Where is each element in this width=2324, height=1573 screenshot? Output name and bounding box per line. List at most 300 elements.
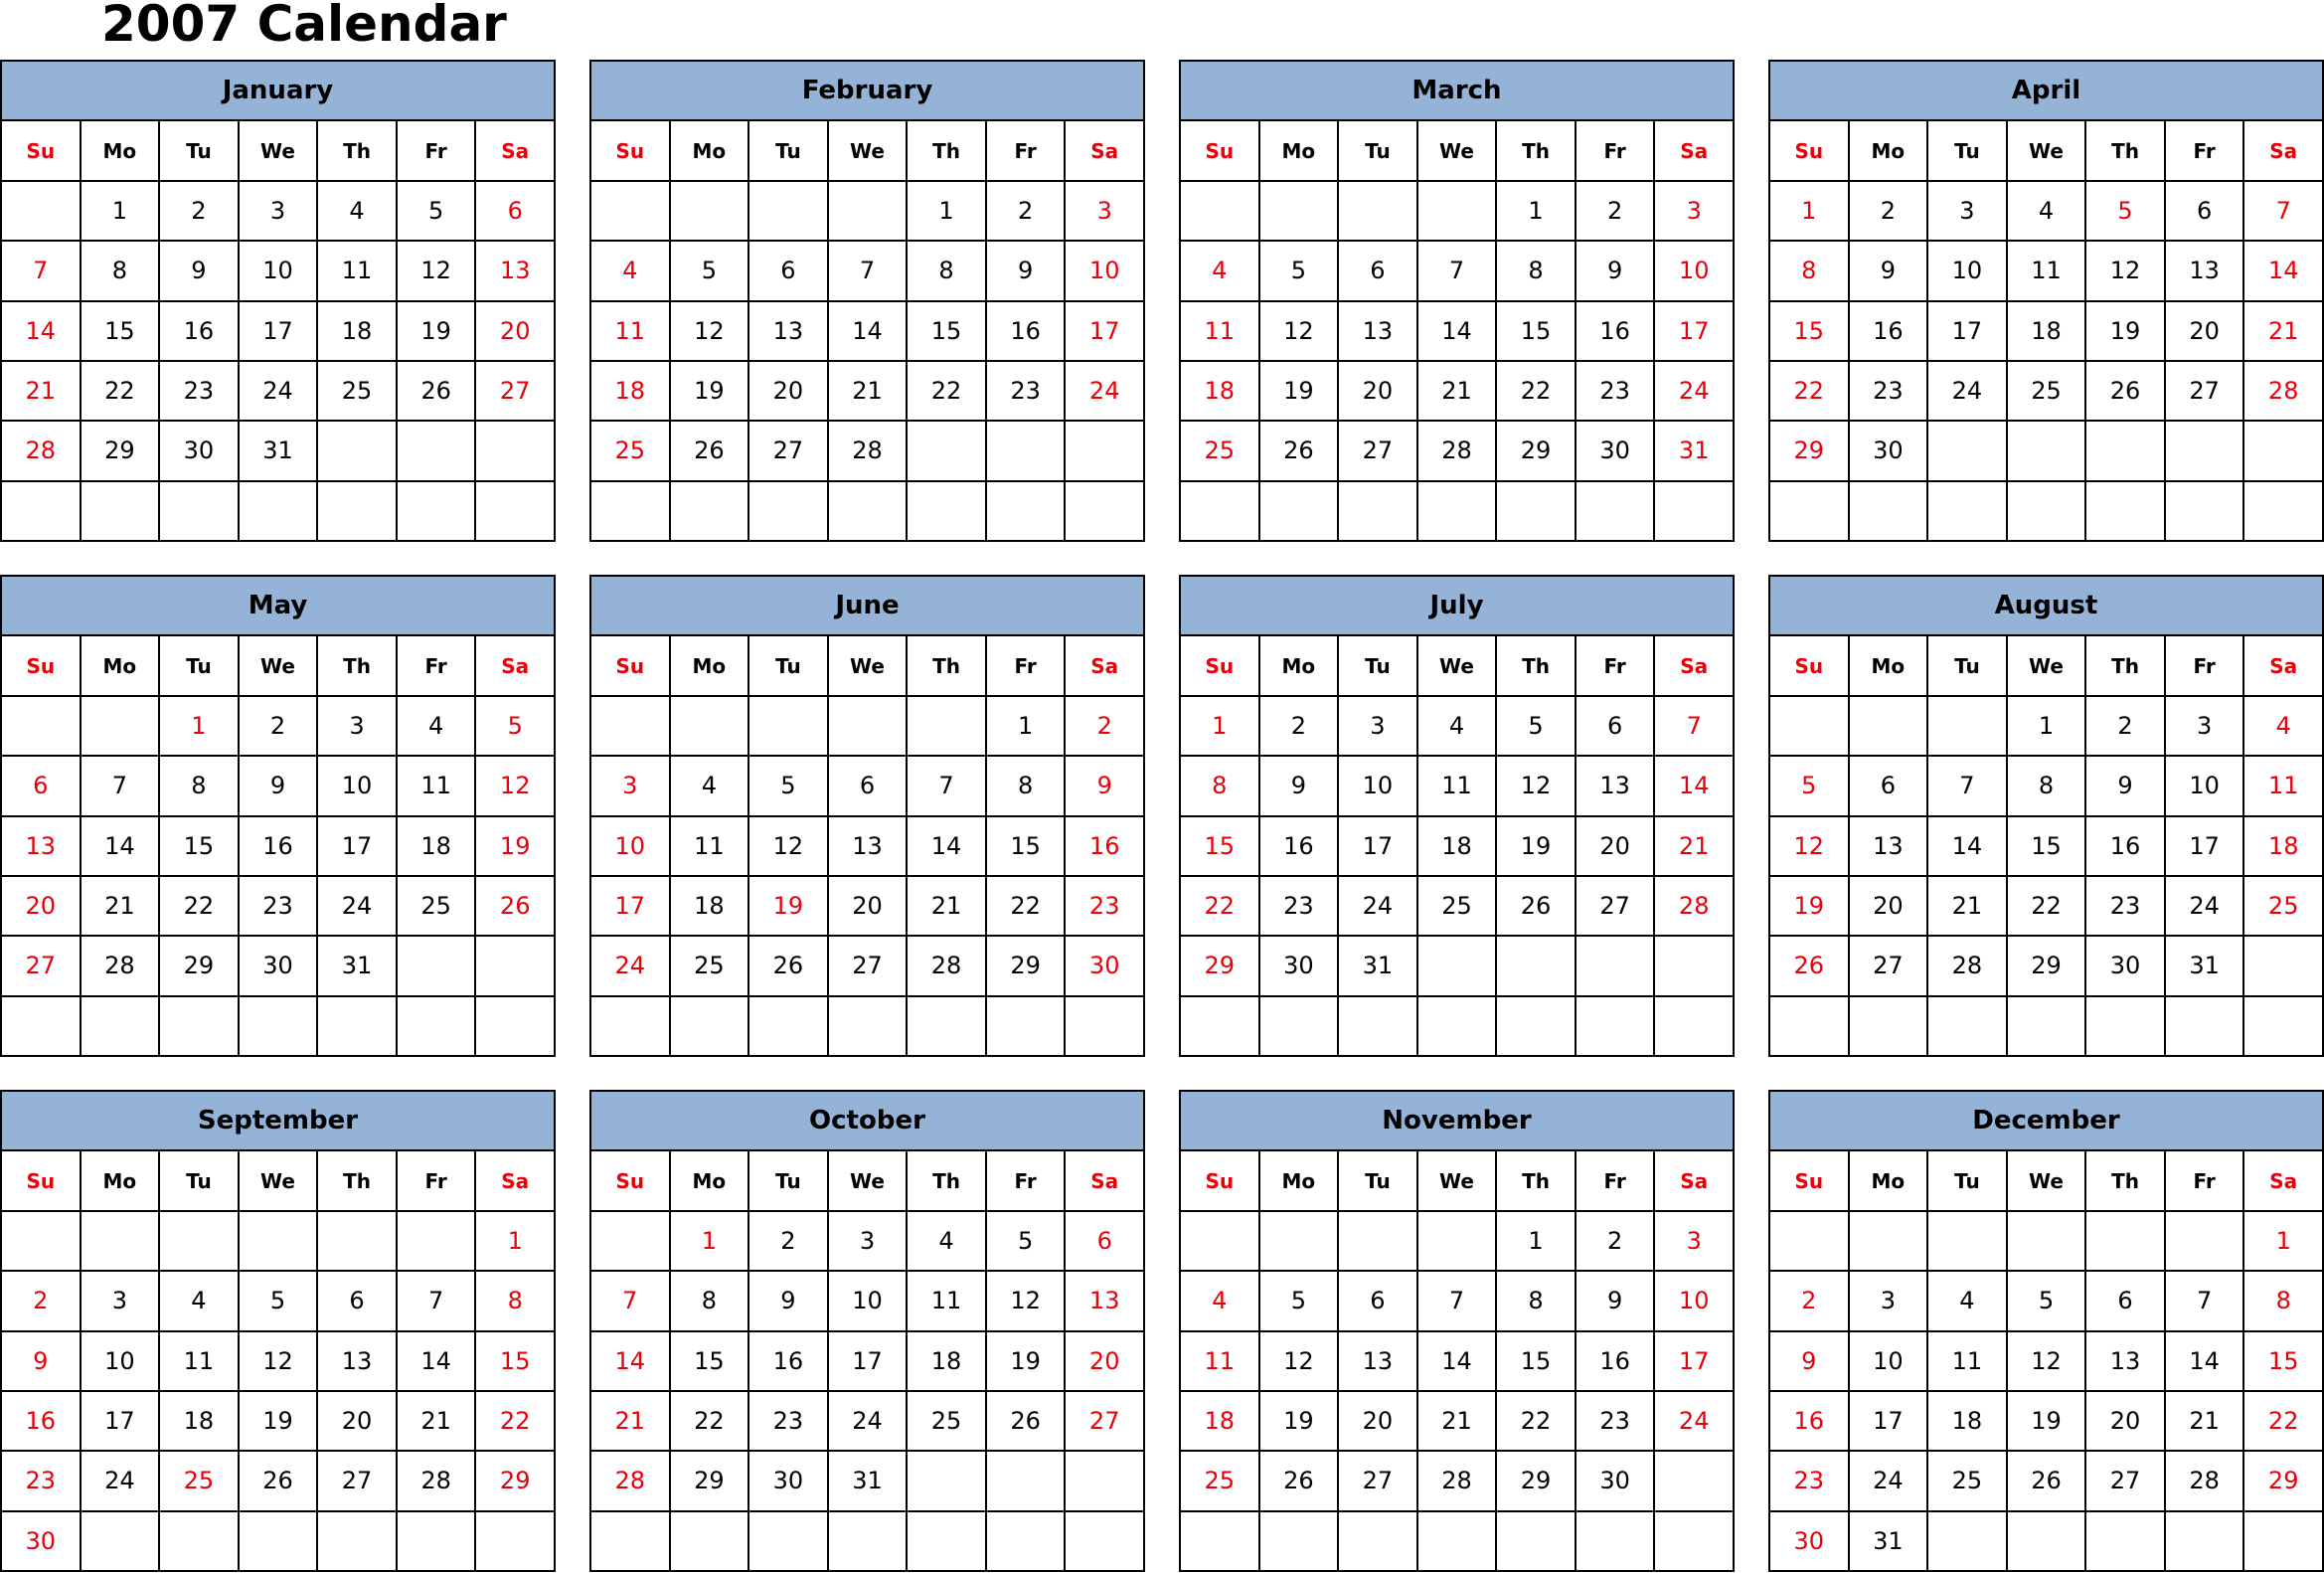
day-cell: 13 bbox=[318, 1332, 398, 1392]
day-cell: 30 bbox=[1066, 937, 1145, 996]
month-june bbox=[589, 575, 1145, 1057]
day-cell: 18 bbox=[398, 817, 477, 877]
empty-cell bbox=[398, 997, 477, 1057]
day-cell: 19 bbox=[749, 877, 829, 937]
day-cell: 8 bbox=[671, 1272, 750, 1331]
day-cell: 19 bbox=[1770, 877, 1850, 937]
weekday-header: We bbox=[2008, 1151, 2087, 1211]
day-cell: 15 bbox=[2008, 817, 2087, 877]
day-cell: 16 bbox=[240, 817, 319, 877]
day-cell: 21 bbox=[908, 877, 987, 937]
day-cell: 10 bbox=[318, 757, 398, 816]
weekday-header: Su bbox=[2, 636, 82, 696]
empty-cell bbox=[2008, 422, 2087, 481]
day-cell: 16 bbox=[1770, 1392, 1850, 1452]
day-cell: 18 bbox=[318, 302, 398, 362]
weekday-header: Sa bbox=[1655, 121, 1735, 181]
day-cell: 17 bbox=[1339, 817, 1418, 877]
empty-cell bbox=[2008, 482, 2087, 542]
day-cell: 11 bbox=[318, 242, 398, 301]
day-cell: 9 bbox=[1260, 757, 1340, 816]
day-cell: 3 bbox=[318, 697, 398, 757]
day-cell: 9 bbox=[2086, 757, 2166, 816]
day-cell: 21 bbox=[829, 362, 909, 422]
weekday-header: Fr bbox=[987, 1151, 1067, 1211]
weekday-header: Sa bbox=[2244, 121, 2324, 181]
weekday-header: Mo bbox=[1850, 636, 1929, 696]
day-cell: 20 bbox=[2, 877, 82, 937]
empty-cell bbox=[591, 182, 671, 242]
weekday-header: Su bbox=[2, 1151, 82, 1211]
empty-cell bbox=[1770, 997, 1850, 1057]
day-cell: 3 bbox=[1655, 182, 1735, 242]
weekday-header: Tu bbox=[1928, 636, 2008, 696]
day-cell: 22 bbox=[987, 877, 1067, 937]
empty-cell bbox=[749, 1512, 829, 1572]
empty-cell bbox=[1181, 482, 1260, 542]
day-cell: 7 bbox=[1655, 697, 1735, 757]
day-cell: 19 bbox=[1260, 362, 1340, 422]
day-cell: 2 bbox=[749, 1212, 829, 1272]
day-cell: 3 bbox=[829, 1212, 909, 1272]
day-cell: 23 bbox=[749, 1392, 829, 1452]
weekday-header: Mo bbox=[671, 636, 750, 696]
weekday-header: Su bbox=[2, 121, 82, 181]
day-cell: 9 bbox=[987, 242, 1067, 301]
day-cell: 31 bbox=[1655, 422, 1735, 481]
day-cell: 20 bbox=[1850, 877, 1929, 937]
day-cell: 17 bbox=[591, 877, 671, 937]
month-header: January bbox=[2, 62, 556, 121]
empty-cell bbox=[1339, 997, 1418, 1057]
day-cell: 23 bbox=[1577, 1392, 1656, 1452]
empty-cell bbox=[1655, 1512, 1735, 1572]
empty-cell bbox=[1181, 1512, 1260, 1572]
empty-cell bbox=[240, 482, 319, 542]
day-cell: 22 bbox=[82, 362, 161, 422]
day-cell: 6 bbox=[1339, 242, 1418, 301]
day-cell: 13 bbox=[476, 242, 556, 301]
empty-cell bbox=[1260, 1212, 1340, 1272]
day-cell: 18 bbox=[1181, 362, 1260, 422]
day-cell: 1 bbox=[671, 1212, 750, 1272]
day-cell: 16 bbox=[1577, 1332, 1656, 1392]
day-cell: 6 bbox=[318, 1272, 398, 1331]
day-cell: 15 bbox=[160, 817, 240, 877]
day-cell: 27 bbox=[318, 1452, 398, 1511]
day-cell: 20 bbox=[476, 302, 556, 362]
day-cell: 15 bbox=[476, 1332, 556, 1392]
empty-cell bbox=[1577, 482, 1656, 542]
day-cell: 9 bbox=[160, 242, 240, 301]
day-cell: 21 bbox=[1418, 362, 1498, 422]
weekday-header: Mo bbox=[82, 1151, 161, 1211]
weekday-header: Mo bbox=[671, 1151, 750, 1211]
day-cell: 5 bbox=[1260, 242, 1340, 301]
empty-cell bbox=[2008, 1512, 2087, 1572]
empty-cell bbox=[908, 1512, 987, 1572]
day-cell: 30 bbox=[1260, 937, 1340, 996]
day-cell: 13 bbox=[1850, 817, 1929, 877]
day-cell: 13 bbox=[2, 817, 82, 877]
weekday-header: Tu bbox=[1339, 636, 1418, 696]
weekday-header: Mo bbox=[1260, 636, 1340, 696]
empty-cell bbox=[2244, 422, 2324, 481]
empty-cell bbox=[671, 997, 750, 1057]
weekday-header: Fr bbox=[987, 121, 1067, 181]
day-cell: 20 bbox=[1339, 362, 1418, 422]
weekday-header: Su bbox=[591, 1151, 671, 1211]
day-cell: 14 bbox=[1418, 302, 1498, 362]
empty-cell bbox=[1066, 422, 1145, 481]
day-cell: 18 bbox=[2244, 817, 2324, 877]
day-cell: 9 bbox=[1770, 1332, 1850, 1392]
day-cell: 29 bbox=[1497, 422, 1577, 481]
weekday-header: Tu bbox=[160, 1151, 240, 1211]
day-cell: 4 bbox=[671, 757, 750, 816]
month-header: February bbox=[591, 62, 1145, 121]
weekday-header: Su bbox=[591, 636, 671, 696]
day-cell: 29 bbox=[160, 937, 240, 996]
day-cell: 25 bbox=[1181, 422, 1260, 481]
empty-cell bbox=[1497, 1512, 1577, 1572]
empty-cell bbox=[240, 997, 319, 1057]
day-cell: 2 bbox=[160, 182, 240, 242]
day-cell: 2 bbox=[1850, 182, 1929, 242]
day-cell: 1 bbox=[1497, 1212, 1577, 1272]
day-cell: 5 bbox=[398, 182, 477, 242]
day-cell: 5 bbox=[240, 1272, 319, 1331]
day-cell: 23 bbox=[1577, 362, 1656, 422]
day-cell: 30 bbox=[160, 422, 240, 481]
empty-cell bbox=[398, 1512, 477, 1572]
month-may bbox=[0, 575, 556, 1057]
empty-cell bbox=[671, 697, 750, 757]
day-cell: 17 bbox=[82, 1392, 161, 1452]
day-cell: 8 bbox=[987, 757, 1067, 816]
weekday-header: We bbox=[240, 121, 319, 181]
day-cell: 29 bbox=[671, 1452, 750, 1511]
day-cell: 19 bbox=[1260, 1392, 1340, 1452]
empty-cell bbox=[2, 997, 82, 1057]
month-header: August bbox=[1770, 577, 2324, 636]
day-cell: 25 bbox=[1928, 1452, 2008, 1511]
empty-cell bbox=[1260, 482, 1340, 542]
day-cell: 2 bbox=[240, 697, 319, 757]
empty-cell bbox=[2244, 997, 2324, 1057]
day-cell: 16 bbox=[2, 1392, 82, 1452]
day-cell: 5 bbox=[1770, 757, 1850, 816]
weekday-header: We bbox=[240, 636, 319, 696]
day-cell: 2 bbox=[1260, 697, 1340, 757]
day-cell: 16 bbox=[987, 302, 1067, 362]
day-cell: 25 bbox=[1181, 1452, 1260, 1511]
day-cell: 6 bbox=[2, 757, 82, 816]
day-cell: 28 bbox=[2244, 362, 2324, 422]
day-cell: 9 bbox=[1850, 242, 1929, 301]
day-cell: 25 bbox=[591, 422, 671, 481]
day-cell: 13 bbox=[749, 302, 829, 362]
day-cell: 16 bbox=[1850, 302, 1929, 362]
day-cell: 12 bbox=[1260, 1332, 1340, 1392]
day-cell: 18 bbox=[908, 1332, 987, 1392]
empty-cell bbox=[476, 482, 556, 542]
day-cell: 27 bbox=[829, 937, 909, 996]
day-cell: 28 bbox=[591, 1452, 671, 1511]
empty-cell bbox=[1928, 422, 2008, 481]
day-cell: 17 bbox=[829, 1332, 909, 1392]
day-cell: 25 bbox=[671, 937, 750, 996]
day-cell: 10 bbox=[1066, 242, 1145, 301]
day-cell: 25 bbox=[2244, 877, 2324, 937]
weekday-header: Sa bbox=[476, 121, 556, 181]
day-cell: 12 bbox=[476, 757, 556, 816]
empty-cell bbox=[2244, 482, 2324, 542]
day-cell: 10 bbox=[1655, 1272, 1735, 1331]
day-cell: 3 bbox=[82, 1272, 161, 1331]
empty-cell bbox=[1655, 1452, 1735, 1511]
day-cell: 11 bbox=[1181, 302, 1260, 362]
weekday-header: We bbox=[829, 636, 909, 696]
empty-cell bbox=[1497, 997, 1577, 1057]
empty-cell bbox=[1418, 997, 1498, 1057]
empty-cell bbox=[591, 1512, 671, 1572]
day-cell: 20 bbox=[2166, 302, 2245, 362]
empty-cell bbox=[1339, 1512, 1418, 1572]
weekday-header: Su bbox=[591, 121, 671, 181]
empty-cell bbox=[318, 1212, 398, 1272]
day-cell: 24 bbox=[591, 937, 671, 996]
day-cell: 31 bbox=[2166, 937, 2245, 996]
day-cell: 17 bbox=[240, 302, 319, 362]
weekday-header: Tu bbox=[160, 121, 240, 181]
weekday-header: Tu bbox=[1339, 1151, 1418, 1211]
day-cell: 26 bbox=[1497, 877, 1577, 937]
weekday-header: Fr bbox=[1577, 1151, 1656, 1211]
day-cell: 20 bbox=[1339, 1392, 1418, 1452]
day-cell: 25 bbox=[318, 362, 398, 422]
day-cell: 26 bbox=[987, 1392, 1067, 1452]
empty-cell bbox=[1418, 182, 1498, 242]
empty-cell bbox=[82, 697, 161, 757]
empty-cell bbox=[671, 182, 750, 242]
empty-cell bbox=[1770, 697, 1850, 757]
weekday-header: Su bbox=[1181, 636, 1260, 696]
day-cell: 23 bbox=[1850, 362, 1929, 422]
empty-cell bbox=[82, 997, 161, 1057]
weekday-header: Th bbox=[1497, 1151, 1577, 1211]
month-header: October bbox=[591, 1092, 1145, 1151]
day-cell: 14 bbox=[2166, 1332, 2245, 1392]
weekday-header: We bbox=[2008, 121, 2087, 181]
weekday-header: Fr bbox=[2166, 636, 2245, 696]
empty-cell bbox=[398, 1212, 477, 1272]
day-cell: 3 bbox=[1655, 1212, 1735, 1272]
day-cell: 2 bbox=[2086, 697, 2166, 757]
empty-cell bbox=[318, 482, 398, 542]
day-cell: 18 bbox=[591, 362, 671, 422]
day-cell: 1 bbox=[476, 1212, 556, 1272]
day-cell: 23 bbox=[1066, 877, 1145, 937]
day-cell: 26 bbox=[240, 1452, 319, 1511]
weekday-header: Tu bbox=[1928, 121, 2008, 181]
month-february bbox=[589, 60, 1145, 542]
day-cell: 16 bbox=[1066, 817, 1145, 877]
weekday-header: We bbox=[1418, 636, 1498, 696]
empty-cell bbox=[1928, 1512, 2008, 1572]
day-cell: 3 bbox=[1850, 1272, 1929, 1331]
empty-cell bbox=[2166, 422, 2245, 481]
day-cell: 13 bbox=[829, 817, 909, 877]
day-cell: 19 bbox=[1497, 817, 1577, 877]
empty-cell bbox=[476, 1512, 556, 1572]
day-cell: 23 bbox=[2086, 877, 2166, 937]
weekday-header: Su bbox=[1770, 121, 1850, 181]
day-cell: 18 bbox=[1418, 817, 1498, 877]
day-cell: 14 bbox=[2244, 242, 2324, 301]
empty-cell bbox=[2244, 937, 2324, 996]
empty-cell bbox=[1418, 1512, 1498, 1572]
empty-cell bbox=[591, 997, 671, 1057]
empty-cell bbox=[908, 482, 987, 542]
day-cell: 7 bbox=[2244, 182, 2324, 242]
day-cell: 4 bbox=[1181, 1272, 1260, 1331]
empty-cell bbox=[1497, 937, 1577, 996]
day-cell: 5 bbox=[2008, 1272, 2087, 1331]
day-cell: 23 bbox=[1770, 1452, 1850, 1511]
day-cell: 21 bbox=[2166, 1392, 2245, 1452]
month-september bbox=[0, 1090, 556, 1572]
empty-cell bbox=[1770, 482, 1850, 542]
day-cell: 2 bbox=[1577, 182, 1656, 242]
day-cell: 29 bbox=[1181, 937, 1260, 996]
day-cell: 8 bbox=[82, 242, 161, 301]
day-cell: 17 bbox=[318, 817, 398, 877]
day-cell: 12 bbox=[1770, 817, 1850, 877]
day-cell: 18 bbox=[160, 1392, 240, 1452]
empty-cell bbox=[908, 697, 987, 757]
day-cell: 30 bbox=[2, 1512, 82, 1572]
weekday-header: Th bbox=[1497, 636, 1577, 696]
day-cell: 9 bbox=[2, 1332, 82, 1392]
weekday-header: Mo bbox=[1850, 121, 1929, 181]
day-cell: 21 bbox=[2244, 302, 2324, 362]
day-cell: 17 bbox=[2166, 817, 2245, 877]
empty-cell bbox=[2086, 1212, 2166, 1272]
day-cell: 27 bbox=[1339, 1452, 1418, 1511]
day-cell: 11 bbox=[398, 757, 477, 816]
page-title: 2007 Calendar bbox=[101, 0, 507, 53]
empty-cell bbox=[2008, 997, 2087, 1057]
day-cell: 12 bbox=[987, 1272, 1067, 1331]
day-cell: 14 bbox=[2, 302, 82, 362]
empty-cell bbox=[2, 482, 82, 542]
empty-cell bbox=[1181, 997, 1260, 1057]
day-cell: 16 bbox=[160, 302, 240, 362]
day-cell: 22 bbox=[1770, 362, 1850, 422]
day-cell: 4 bbox=[908, 1212, 987, 1272]
empty-cell bbox=[2086, 997, 2166, 1057]
month-december bbox=[1768, 1090, 2324, 1572]
day-cell: 1 bbox=[1181, 697, 1260, 757]
day-cell: 5 bbox=[749, 757, 829, 816]
day-cell: 22 bbox=[160, 877, 240, 937]
day-cell: 23 bbox=[1260, 877, 1340, 937]
day-cell: 19 bbox=[476, 817, 556, 877]
day-cell: 26 bbox=[398, 362, 477, 422]
empty-cell bbox=[1418, 937, 1498, 996]
day-cell: 1 bbox=[2244, 1212, 2324, 1272]
weekday-header: Mo bbox=[1850, 1151, 1929, 1211]
weekday-header: Th bbox=[2086, 1151, 2166, 1211]
day-cell: 4 bbox=[160, 1272, 240, 1331]
empty-cell bbox=[1577, 997, 1656, 1057]
day-cell: 11 bbox=[2244, 757, 2324, 816]
empty-cell bbox=[1928, 697, 2008, 757]
day-cell: 5 bbox=[671, 242, 750, 301]
day-cell: 9 bbox=[1577, 1272, 1656, 1331]
day-cell: 1 bbox=[160, 697, 240, 757]
empty-cell bbox=[160, 997, 240, 1057]
empty-cell bbox=[2244, 1512, 2324, 1572]
empty-cell bbox=[908, 1452, 987, 1511]
empty-cell bbox=[1850, 697, 1929, 757]
day-cell: 5 bbox=[1497, 697, 1577, 757]
day-cell: 11 bbox=[908, 1272, 987, 1331]
day-cell: 19 bbox=[2086, 302, 2166, 362]
day-cell: 28 bbox=[1418, 1452, 1498, 1511]
day-cell: 13 bbox=[1339, 1332, 1418, 1392]
day-cell: 3 bbox=[240, 182, 319, 242]
day-cell: 4 bbox=[1928, 1272, 2008, 1331]
empty-cell bbox=[1260, 997, 1340, 1057]
day-cell: 12 bbox=[398, 242, 477, 301]
day-cell: 14 bbox=[1655, 757, 1735, 816]
day-cell: 27 bbox=[749, 422, 829, 481]
day-cell: 10 bbox=[240, 242, 319, 301]
weekday-header: We bbox=[2008, 636, 2087, 696]
weekday-header: Fr bbox=[1577, 121, 1656, 181]
weekday-header: Fr bbox=[398, 636, 477, 696]
day-cell: 6 bbox=[1850, 757, 1929, 816]
day-cell: 4 bbox=[318, 182, 398, 242]
empty-cell bbox=[82, 1212, 161, 1272]
day-cell: 15 bbox=[2244, 1332, 2324, 1392]
day-cell: 26 bbox=[1770, 937, 1850, 996]
weekday-header: Mo bbox=[1260, 121, 1340, 181]
empty-cell bbox=[1655, 482, 1735, 542]
day-cell: 31 bbox=[1850, 1512, 1929, 1572]
day-cell: 29 bbox=[1497, 1452, 1577, 1511]
day-cell: 25 bbox=[398, 877, 477, 937]
day-cell: 7 bbox=[1928, 757, 2008, 816]
day-cell: 4 bbox=[398, 697, 477, 757]
day-cell: 4 bbox=[2244, 697, 2324, 757]
day-cell: 1 bbox=[1770, 182, 1850, 242]
day-cell: 8 bbox=[908, 242, 987, 301]
day-cell: 11 bbox=[671, 817, 750, 877]
day-cell: 14 bbox=[591, 1332, 671, 1392]
empty-cell bbox=[2086, 422, 2166, 481]
weekday-header: Fr bbox=[398, 121, 477, 181]
day-cell: 12 bbox=[2086, 242, 2166, 301]
empty-cell bbox=[1066, 482, 1145, 542]
empty-cell bbox=[671, 1512, 750, 1572]
day-cell: 31 bbox=[829, 1452, 909, 1511]
month-header: July bbox=[1181, 577, 1735, 636]
day-cell: 12 bbox=[749, 817, 829, 877]
day-cell: 28 bbox=[1418, 422, 1498, 481]
